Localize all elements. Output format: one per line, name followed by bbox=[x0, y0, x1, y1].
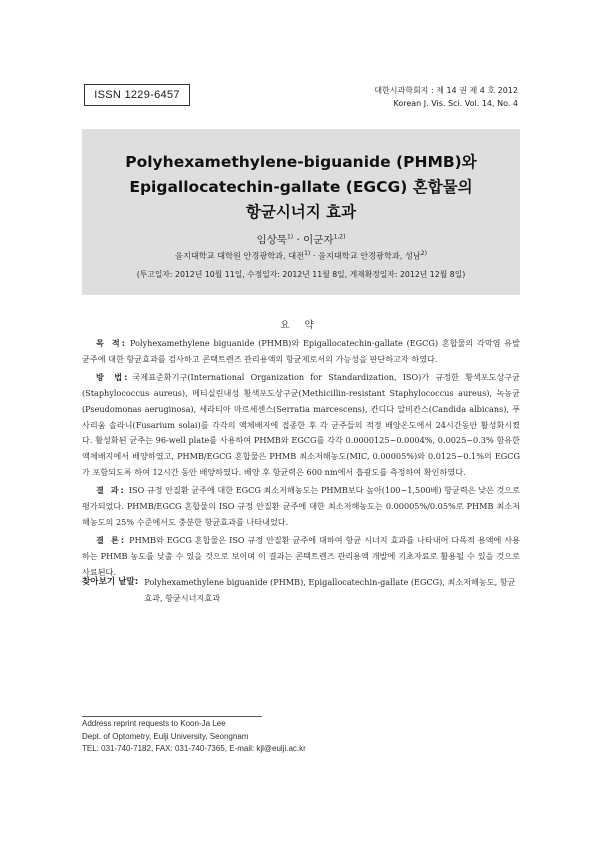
author-1-mark: 1) bbox=[286, 233, 294, 241]
paper-title bbox=[82, 150, 520, 225]
abstract-heading: 요 약 bbox=[280, 320, 320, 331]
issn-box bbox=[84, 84, 190, 106]
abstract-method bbox=[82, 370, 520, 480]
title-line-2: Epigallocatechin-gallate (EGCG) 혼합물의 bbox=[129, 178, 473, 196]
author-1: 임상묵 bbox=[256, 234, 287, 246]
affiliation-2-mark: 2) bbox=[420, 250, 427, 257]
abstract-result bbox=[82, 483, 520, 530]
submission-dates: (투고일자: 2012년 10월 11일, 수정일자: 2012년 11월 8일, 게재확정일자: 2012년 12월 8일) bbox=[136, 270, 466, 279]
journal-english: Korean J. Vis. Sci. Vol. 14, No. 4 bbox=[393, 99, 518, 108]
authors bbox=[82, 232, 520, 247]
footnote-line-2: Dept. of Optometry, Eulji University, Seongnam bbox=[82, 731, 249, 741]
method-label: 방 법: bbox=[96, 372, 130, 383]
author-2-mark: 1,2) bbox=[333, 233, 346, 241]
affiliation bbox=[82, 250, 520, 262]
affiliation-1-mark: 1) bbox=[304, 250, 311, 257]
keywords-label: 찾아보기 낱말: bbox=[82, 577, 139, 587]
journal-korean: 대한시과학회지 : 제 14 권 제 4 호 2012 bbox=[374, 86, 518, 95]
purpose-label: 목 적: bbox=[96, 338, 127, 348]
abstract-purpose bbox=[82, 336, 520, 367]
journal-citation bbox=[374, 84, 518, 110]
affiliation-2: · 을지대학교 안경광학과, 성남 bbox=[310, 250, 421, 261]
result-text: ISO 규정 안질환 균주에 대한 EGCG 최소저해농도는 PHMB보다 높아(100~1,500배) 항균력은 낮은 것으로 평가되었다. PHMB/EGCG 혼합물의 ISO 규정 안질환 균주에 대한 최소저해농도는 0.00005%/0.05%로 PHMB 최소저해농도의 25% 수준에서도 충분한 항균효과를 나타내었다. bbox=[82, 485, 520, 527]
conclusion-label: 결 론: bbox=[96, 535, 127, 546]
footnote-line-1: Address reprint requests to Koon-Ja Lee bbox=[82, 719, 226, 728]
author-separator: · bbox=[293, 234, 304, 246]
conclusion-text: PHMB와 EGCG 혼합물은 ISO 규정 안질환 균주에 대하여 항균 시너지 효과를 나타내어 다목적 용액에 사용하는 PHMB 농도를 낮출 수 있을 것으로 보이며 이 결과는 콘택트렌즈 관리용액 개발에 기초자료로 활용될 수 있을 것으로 사료된다. bbox=[82, 535, 521, 577]
title-line-1: Polyhexamethylene-biguanide (PHMB)와 bbox=[125, 153, 477, 171]
author-2: 이군자 bbox=[303, 234, 334, 246]
footnote-divider bbox=[82, 716, 262, 717]
issn-text: ISSN 1229-6457 bbox=[94, 89, 180, 101]
method-text: 국제표준화기구(International Organization for Standardization, ISO)가 규정한 황색포도상구균(Staphylococcus aureus), 메티실린내성 황색포도상구균(Methicillin-resistant Staphylococcus aureus), 녹농균(Pseudomonas aeruginosa), 세라티아 마르세센스(Serratia marcescens), 칸디다 알비칸스(Candida albicans), 푸사리움 솔라니(Fusarium solai)를 각각의 액체배지에 접종한 후 각 균주들의 적정 배양온도에서 24시간동안 활성화시켰다. 활성화된 균주는 96-well plate를 사용하여 PHMB와 EGCG를 각각 0.0000125~0.0004%, 0.0025~0.3% 함유한 액체배지에서 배양하였고, PHMB/EGCG 혼합물은 PHMB 최소저해농도(MIC, 0.00005%)와 0.0125~0.1%의 EGCG가 포함되도록 하여 12시간 동안 배양하였다. 배양 후 항균력은 600 nm에서 흡광도를 측정하여 확인하였다. bbox=[82, 372, 521, 477]
abstract-conclusion bbox=[82, 533, 520, 580]
keywords bbox=[82, 575, 520, 606]
result-label: 결 과: bbox=[96, 485, 126, 496]
title-block bbox=[82, 129, 520, 295]
keywords-text: Polyhexamethylene biguanide (PHMB), Epigallocatechin-gallate (EGCG), 최소저해농도, 항균효과, 항균시너지효과 bbox=[144, 577, 516, 603]
correspondence-footnote bbox=[82, 718, 306, 756]
title-line-3: 항균시너지 효과 bbox=[245, 203, 357, 221]
abstract bbox=[82, 336, 520, 584]
affiliation-1: 을지대학교 대학원 안경광학과, 대전 bbox=[175, 250, 305, 261]
purpose-text: Polyhexamethylene biguanide (PHMB)와 Epigallocatechin-gallate (EGCG) 혼합물의 각막염 유발 균주에 대한 항균효과를 검사하고 콘택트렌즈 관리용액의 항균제로서의 가능성을 판단하고자 하였다. bbox=[82, 338, 520, 364]
footnote-line-3: TEL: 031-740-7182, FAX: 031-740-7365, E-mail: kjl@eulji.ac.kr bbox=[82, 744, 306, 753]
